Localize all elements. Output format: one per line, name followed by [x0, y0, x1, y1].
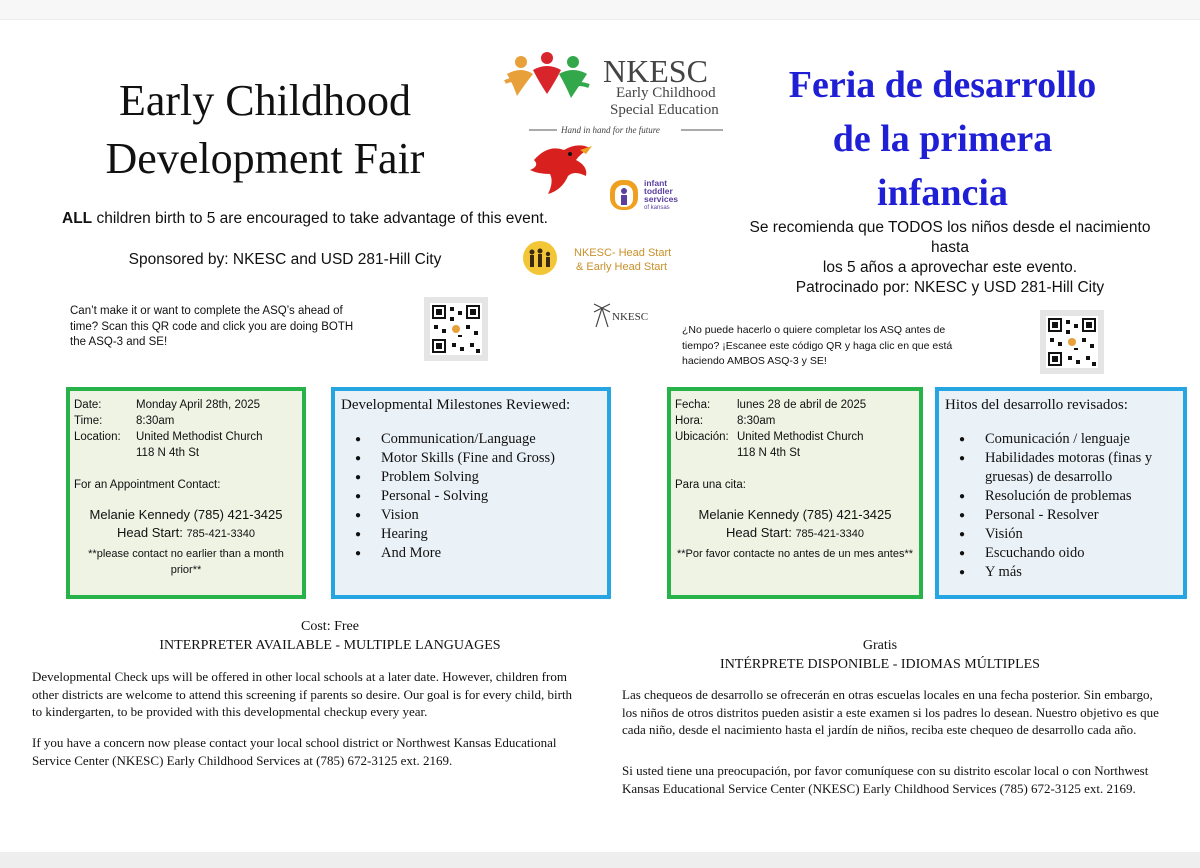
english-cost	[110, 617, 550, 655]
time-value: 8:30am	[737, 415, 776, 427]
english-intro-rest: children birth to 5 are encouraged to take advantage of this event.	[92, 210, 548, 227]
windmill-icon	[594, 304, 610, 327]
list-item: ● Personal - Solving	[355, 488, 489, 504]
nkesc-logo	[503, 52, 748, 142]
qr-code-icon	[1046, 316, 1098, 368]
headstart-contact	[74, 525, 298, 542]
qr-code-icon	[430, 303, 482, 355]
location-address: 118 N 4th St	[737, 447, 801, 459]
english-qr-note: Can’t make it or want to complete the ASQ’s ahead of time? Scan this QR code and click you are doing BOTH the ASQ-3 and SE!	[70, 305, 354, 348]
nkesc-windmill-logo	[590, 300, 660, 328]
appointment-label: For an Appointment Contact:	[74, 479, 221, 491]
english-paragraph-2: If you have a concern now please contact your local school district or Northwest Kansas Educational Service Center (NKESC) Early Childhood Services at (785) 672-3125 ext. 2169.	[32, 735, 557, 768]
nkesc-logo-tagline: Hand in hand for the future	[561, 125, 660, 135]
time-label: Hora:	[675, 415, 704, 427]
its-line4: of kansas	[644, 205, 670, 211]
spanish-event-info-card	[667, 387, 923, 599]
headstart-label: Head Start:	[726, 525, 792, 540]
list-item: ● Escuchando oido	[959, 545, 1085, 561]
list-item: ● Problem Solving	[355, 469, 479, 485]
cost-label: Cost: Free	[301, 619, 359, 634]
nkesc-logo-sub2: Special Education	[610, 102, 719, 118]
its-line2: toddler	[644, 186, 673, 196]
its-line1: infant	[644, 178, 668, 188]
nkesc-logo-sub1: Early Childhood	[616, 85, 716, 101]
infant-toddler-services-logo	[608, 176, 700, 214]
headstart-phone: 785-421-3340	[795, 528, 864, 540]
list-item: ● Resolución de problemas	[959, 488, 1132, 504]
nkesc-logo-name: NKESC	[603, 53, 708, 89]
english-qr-code[interactable]	[424, 297, 488, 361]
headstart-contact	[675, 525, 915, 542]
english-milestones-card	[331, 387, 611, 599]
english-paragraph-1: Developmental Check ups will be offered in other local schools at a later date. However, children from other districts are welcome to attend this screening if parents so desire. Our goal is for every child, birth to kindergarten, to be provided with this developmental checkup every year.	[32, 669, 573, 719]
headstart-label: Head Start:	[117, 525, 183, 540]
spanish-qr-code[interactable]	[1040, 310, 1104, 374]
date-value: lunes 28 de abril de 2025	[737, 399, 867, 411]
spanish-paragraph-1: Las chequeos de desarrollo se ofrecerán en otras escuelas locales en una fecha posterior. Sin embargo, los niños de otros distritos pueden asistir a este examen si los padres lo desean. Nuestro objetivo es que cada niño, desde el nacimiento hasta el jardín de niños, reciba este chequeo de desarrollo cada año.	[622, 687, 1159, 737]
cost-label: Gratis	[862, 638, 898, 653]
interpreter-label: INTÉRPRETE DISPONIBLE - IDIOMAS MÚLTIPLES	[720, 657, 1040, 672]
headstart-logo-line2: & Early Head Start	[576, 261, 668, 273]
top-edge	[0, 0, 1200, 20]
spanish-title-line2: de la primera	[832, 118, 1053, 160]
english-title-line2: Development Fair	[105, 134, 425, 183]
spanish-milestones-card	[935, 387, 1187, 599]
english-sponsor: Sponsored by: NKESC and USD 281-Hill City	[128, 251, 442, 268]
spanish-paragraph-2: Si usted tiene una preocupación, por favor comuníquese con su distrito escolar local o con Northwest Kansas Educational Service Center (NKESC) Early Childhood Services (785) 672-3125 ext. 2169.	[622, 763, 1149, 796]
time-label: Time:	[74, 415, 103, 427]
milestones-title: Hitos del desarrollo revisados:	[945, 397, 1128, 413]
small-logo-text: NKESC	[612, 311, 649, 323]
spanish-intro-line1: Se recomienda que TODOS los niños desde el nacimiento hasta	[749, 219, 1151, 256]
spanish-intro	[740, 218, 1160, 298]
list-item: ● Y más	[959, 564, 1022, 580]
headstart-logo-line1: NKESC- Head Start	[574, 247, 672, 259]
its-line3: services	[644, 194, 679, 204]
spanish-qr-note: ¿No puede hacerlo o quiere completar los ASQ antes de tiempo? ¡Escanee este código QR y haga clic en que está haciendo AMBOS ASQ-3 y SE!	[682, 324, 953, 367]
milestones-title: Developmental Milestones Reviewed:	[341, 397, 571, 413]
children-figures-icon	[505, 52, 589, 98]
english-title-line1: Early Childhood	[118, 76, 412, 125]
contact-note: **Por favor contacte no antes de un mes antes**	[676, 548, 914, 560]
list-item: ● Personal - Resolver	[959, 507, 1099, 523]
list-item: ● Vision	[355, 507, 419, 523]
contact-phone: Melanie Kennedy (785) 421-3425	[89, 507, 283, 522]
date-value: Monday April 28th, 2025	[136, 399, 261, 411]
list-item: ● Comunicación / lenguaje	[959, 431, 1130, 447]
english-intro-bold: ALL	[62, 210, 93, 227]
list-item: ● And More	[355, 545, 442, 561]
location-label: Ubicación:	[675, 431, 729, 443]
spanish-title-line3: infancia	[877, 172, 1008, 214]
english-intro	[40, 210, 570, 228]
list-item: ● Habilidades motoras (finas y gruesas) de desarrollo	[959, 450, 1153, 485]
headstart-phone: 785-421-3340	[186, 528, 255, 540]
spanish-title-line1: Feria de desarrollo	[788, 64, 1097, 106]
interpreter-label: INTERPRETER AVAILABLE - MULTIPLE LANGUAGES	[159, 638, 501, 653]
english-event-info-card	[66, 387, 306, 599]
date-label: Fecha:	[675, 399, 711, 411]
list-item: ● Hearing	[355, 526, 428, 542]
time-value: 8:30am	[136, 415, 175, 427]
date-label: Date:	[74, 399, 102, 411]
spanish-cost	[700, 636, 1060, 674]
location-value: United Methodist Church	[136, 431, 263, 443]
spanish-sponsor: Patrocinado por: NKESC y USD 281-Hill City	[795, 279, 1105, 296]
location-label: Location:	[74, 431, 121, 443]
bottom-edge	[0, 852, 1200, 868]
contact-phone: Melanie Kennedy (785) 421-3425	[698, 507, 892, 522]
head-start-logo	[522, 240, 682, 276]
list-item: ● Communication/Language	[355, 431, 536, 447]
milestones-list	[945, 430, 1177, 582]
location-value: United Methodist Church	[737, 431, 864, 443]
contact-note: **please contact no earlier than a month prior**	[88, 548, 284, 576]
red-bird-logo-icon	[528, 140, 596, 196]
appointment-label: Para una cita:	[675, 479, 746, 491]
list-item: ● Visión	[959, 526, 1023, 542]
milestones-list	[341, 430, 601, 563]
location-address: 118 N 4th St	[136, 447, 200, 459]
english-title	[70, 72, 460, 188]
spanish-title	[770, 58, 1115, 220]
spanish-intro-line2: los 5 años a aprovechar este evento.	[822, 259, 1078, 276]
list-item: ● Motor Skills (Fine and Gross)	[355, 450, 555, 466]
